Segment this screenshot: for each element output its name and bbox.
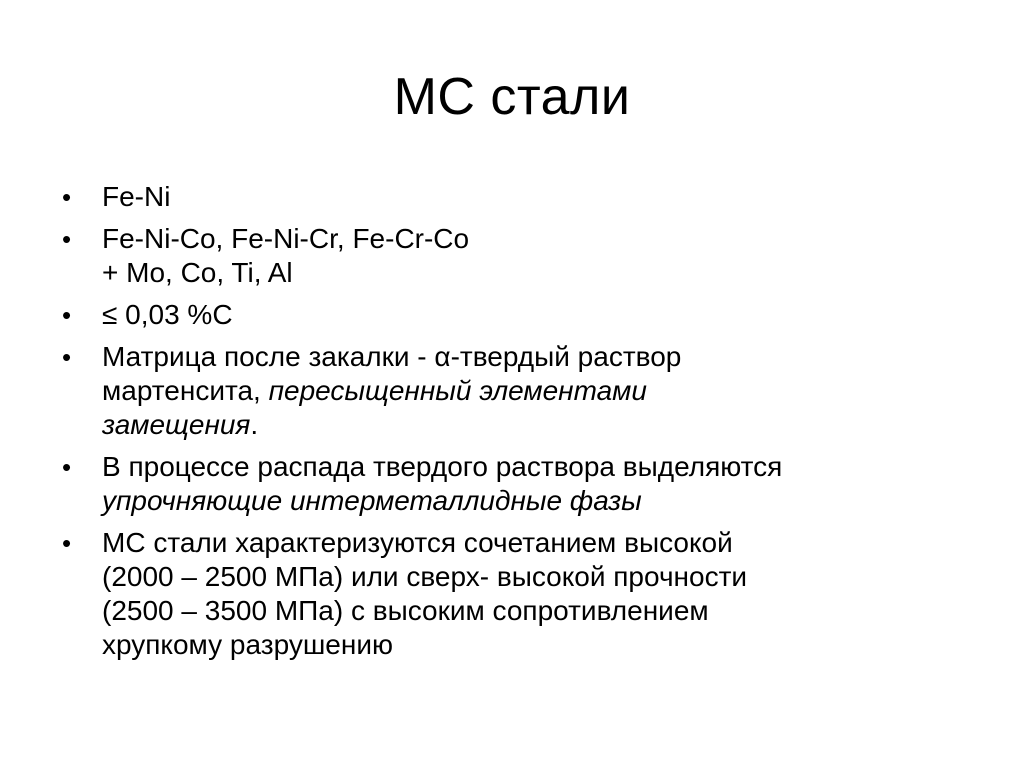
bullet-text: Fe-Ni — [102, 181, 171, 212]
bullet-marker: • — [62, 452, 72, 482]
bullet-text-italic: пересыщенный элементами — [268, 375, 647, 406]
bullet-item — [62, 222, 962, 290]
bullet-line — [102, 560, 962, 594]
bullet-text: Fe-Ni-Co, Fe-Ni-Cr, Fe-Cr-Co — [102, 223, 470, 254]
bullet-marker: • — [62, 342, 72, 372]
bullet-list — [62, 180, 962, 670]
bullet-text: + Mo, Co, Ti, Al — [102, 257, 293, 288]
bullet-line — [102, 484, 962, 518]
bullet-marker: • — [62, 528, 72, 558]
bullet-line — [102, 526, 962, 560]
bullet-text: (2500 – 3500 МПа) с высоким сопротивлением — [102, 595, 709, 626]
bullet-item — [62, 298, 962, 332]
bullet-marker: • — [62, 300, 72, 330]
bullet-line — [102, 222, 962, 256]
bullet-item — [62, 450, 962, 518]
bullet-line — [102, 408, 962, 442]
bullet-marker: • — [62, 224, 72, 254]
bullet-line — [102, 298, 962, 332]
bullet-item — [62, 526, 962, 662]
bullet-line — [102, 628, 962, 662]
bullet-line — [102, 450, 962, 484]
bullet-text: ≤ 0,03 %С — [102, 299, 233, 330]
bullet-text-italic: замещения — [102, 409, 251, 440]
bullet-item — [62, 180, 962, 214]
bullet-text: . — [250, 409, 259, 440]
bullet-text: В процессе распада твердого раствора выделяются — [102, 451, 783, 482]
bullet-text: Матрица после закалки - α-твердый раствор — [102, 341, 682, 372]
slide-title: МС стали — [393, 68, 631, 126]
bullet-marker: • — [62, 182, 72, 212]
bullet-text: МС стали характеризуются сочетанием высокой — [102, 527, 733, 558]
bullet-line — [102, 594, 962, 628]
bullet-text: мартенсита, — [102, 375, 269, 406]
bullet-text-italic: упрочняющие интерметаллидные фазы — [102, 485, 642, 516]
bullet-text: хрупкому разрушению — [102, 629, 393, 660]
bullet-item — [62, 340, 962, 442]
bullet-text: (2000 – 2500 МПа) или сверх- высокой прочности — [102, 561, 748, 592]
bullet-line — [102, 256, 962, 290]
bullet-line — [102, 340, 962, 374]
bullet-line — [102, 374, 962, 408]
bullet-line — [102, 180, 962, 214]
